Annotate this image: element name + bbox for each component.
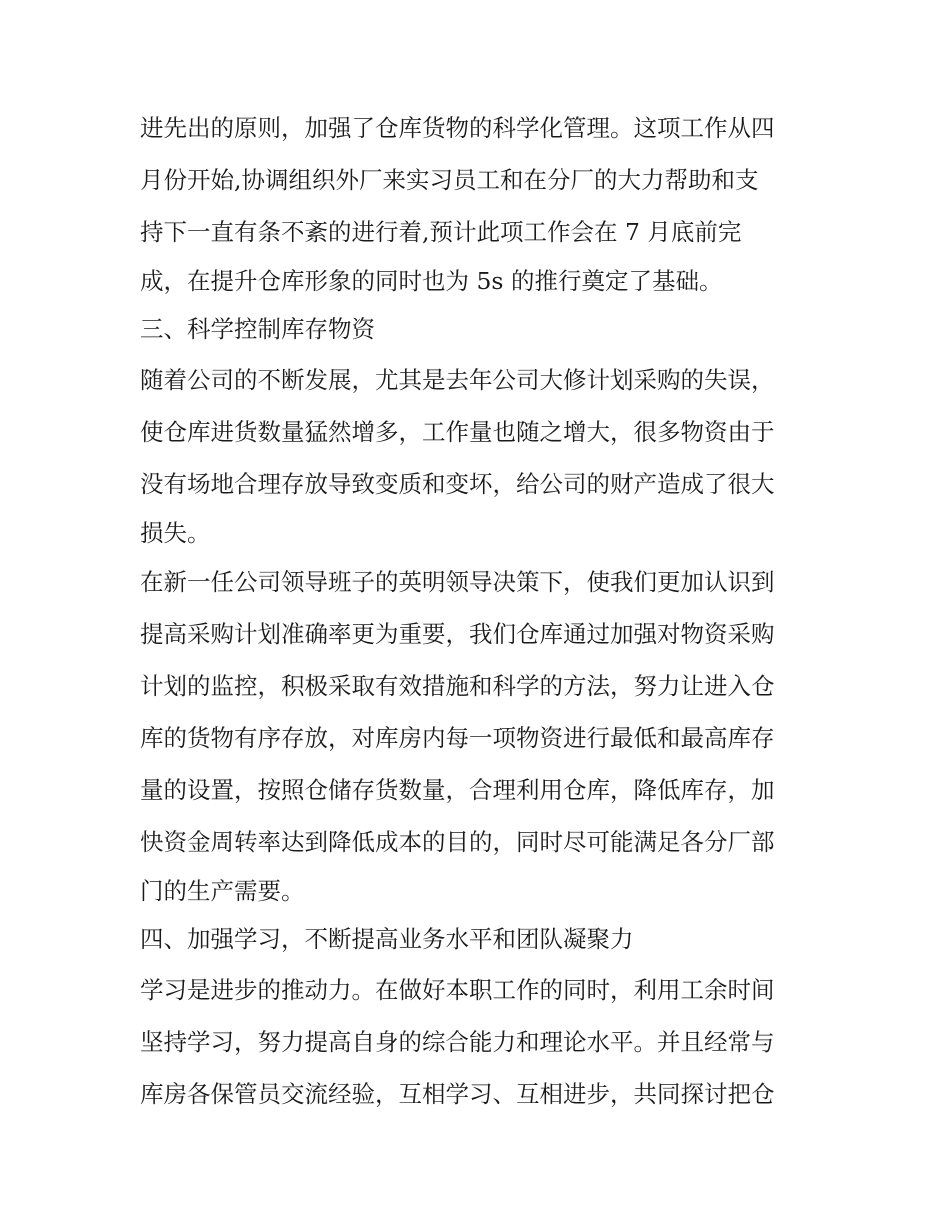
section-heading: 四、加强学习，不断提高业务水平和团队凝聚力	[140, 925, 634, 953]
paragraph-line: 随着公司的不断发展，尤其是去年公司大修计划采购的失误，	[140, 366, 775, 394]
paragraph-line: 学习是进步的推动力。在做好本职工作的同时，利用工余时间	[140, 976, 775, 1004]
paragraph-line: 库房各保管员交流经验，互相学习、互相进步，共同探讨把仓	[140, 1080, 775, 1108]
paragraph-line: 计划的监控，积极采取有效措施和科学的方法，努力让进入仓	[140, 672, 775, 700]
paragraph-line: 没有场地合理存放导致变质和变坏，给公司的财产造成了很大	[140, 470, 775, 498]
paragraph-line: 使仓库进货数量猛然增多，工作量也随之增大，很多物资由于	[140, 418, 775, 446]
paragraph-line: 成，在提升仓库形象的同时也为 5s 的推行奠定了基础。	[140, 267, 723, 295]
paragraph-line: 门的生产需要。	[140, 877, 305, 905]
paragraph-line: 库的货物有序存放，对库房内每一项物资进行最低和最高库存	[140, 724, 775, 752]
paragraph-line: 月份开始,协调组织外厂来实习员工和在分厂的大力帮助和支	[140, 166, 759, 194]
paragraph-line: 在新一任公司领导班子的英明领导决策下，使我们更加认识到	[140, 568, 775, 596]
document-body	[140, 102, 820, 1120]
paragraph-line: 损失。	[140, 519, 211, 547]
section-heading: 三、科学控制库存物资	[140, 315, 375, 343]
paragraph-line: 持下一直有条不紊的进行着,预计此项工作会在 7 月底前完	[140, 218, 742, 246]
paragraph-line: 进先出的原则，加强了仓库货物的科学化管理。这项工作从四	[140, 114, 775, 142]
paragraph-line: 提高采购计划准确率更为重要，我们仓库通过加强对物资采购	[140, 620, 775, 648]
paragraph-line: 快资金周转率达到降低成本的目的，同时尽可能满足各分厂部	[140, 828, 775, 856]
paragraph-line: 坚持学习，努力提高自身的综合能力和理论水平。并且经常与	[140, 1028, 775, 1056]
paragraph-line: 量的设置，按照仓储存货数量，合理利用仓库，降低库存，加	[140, 776, 775, 804]
